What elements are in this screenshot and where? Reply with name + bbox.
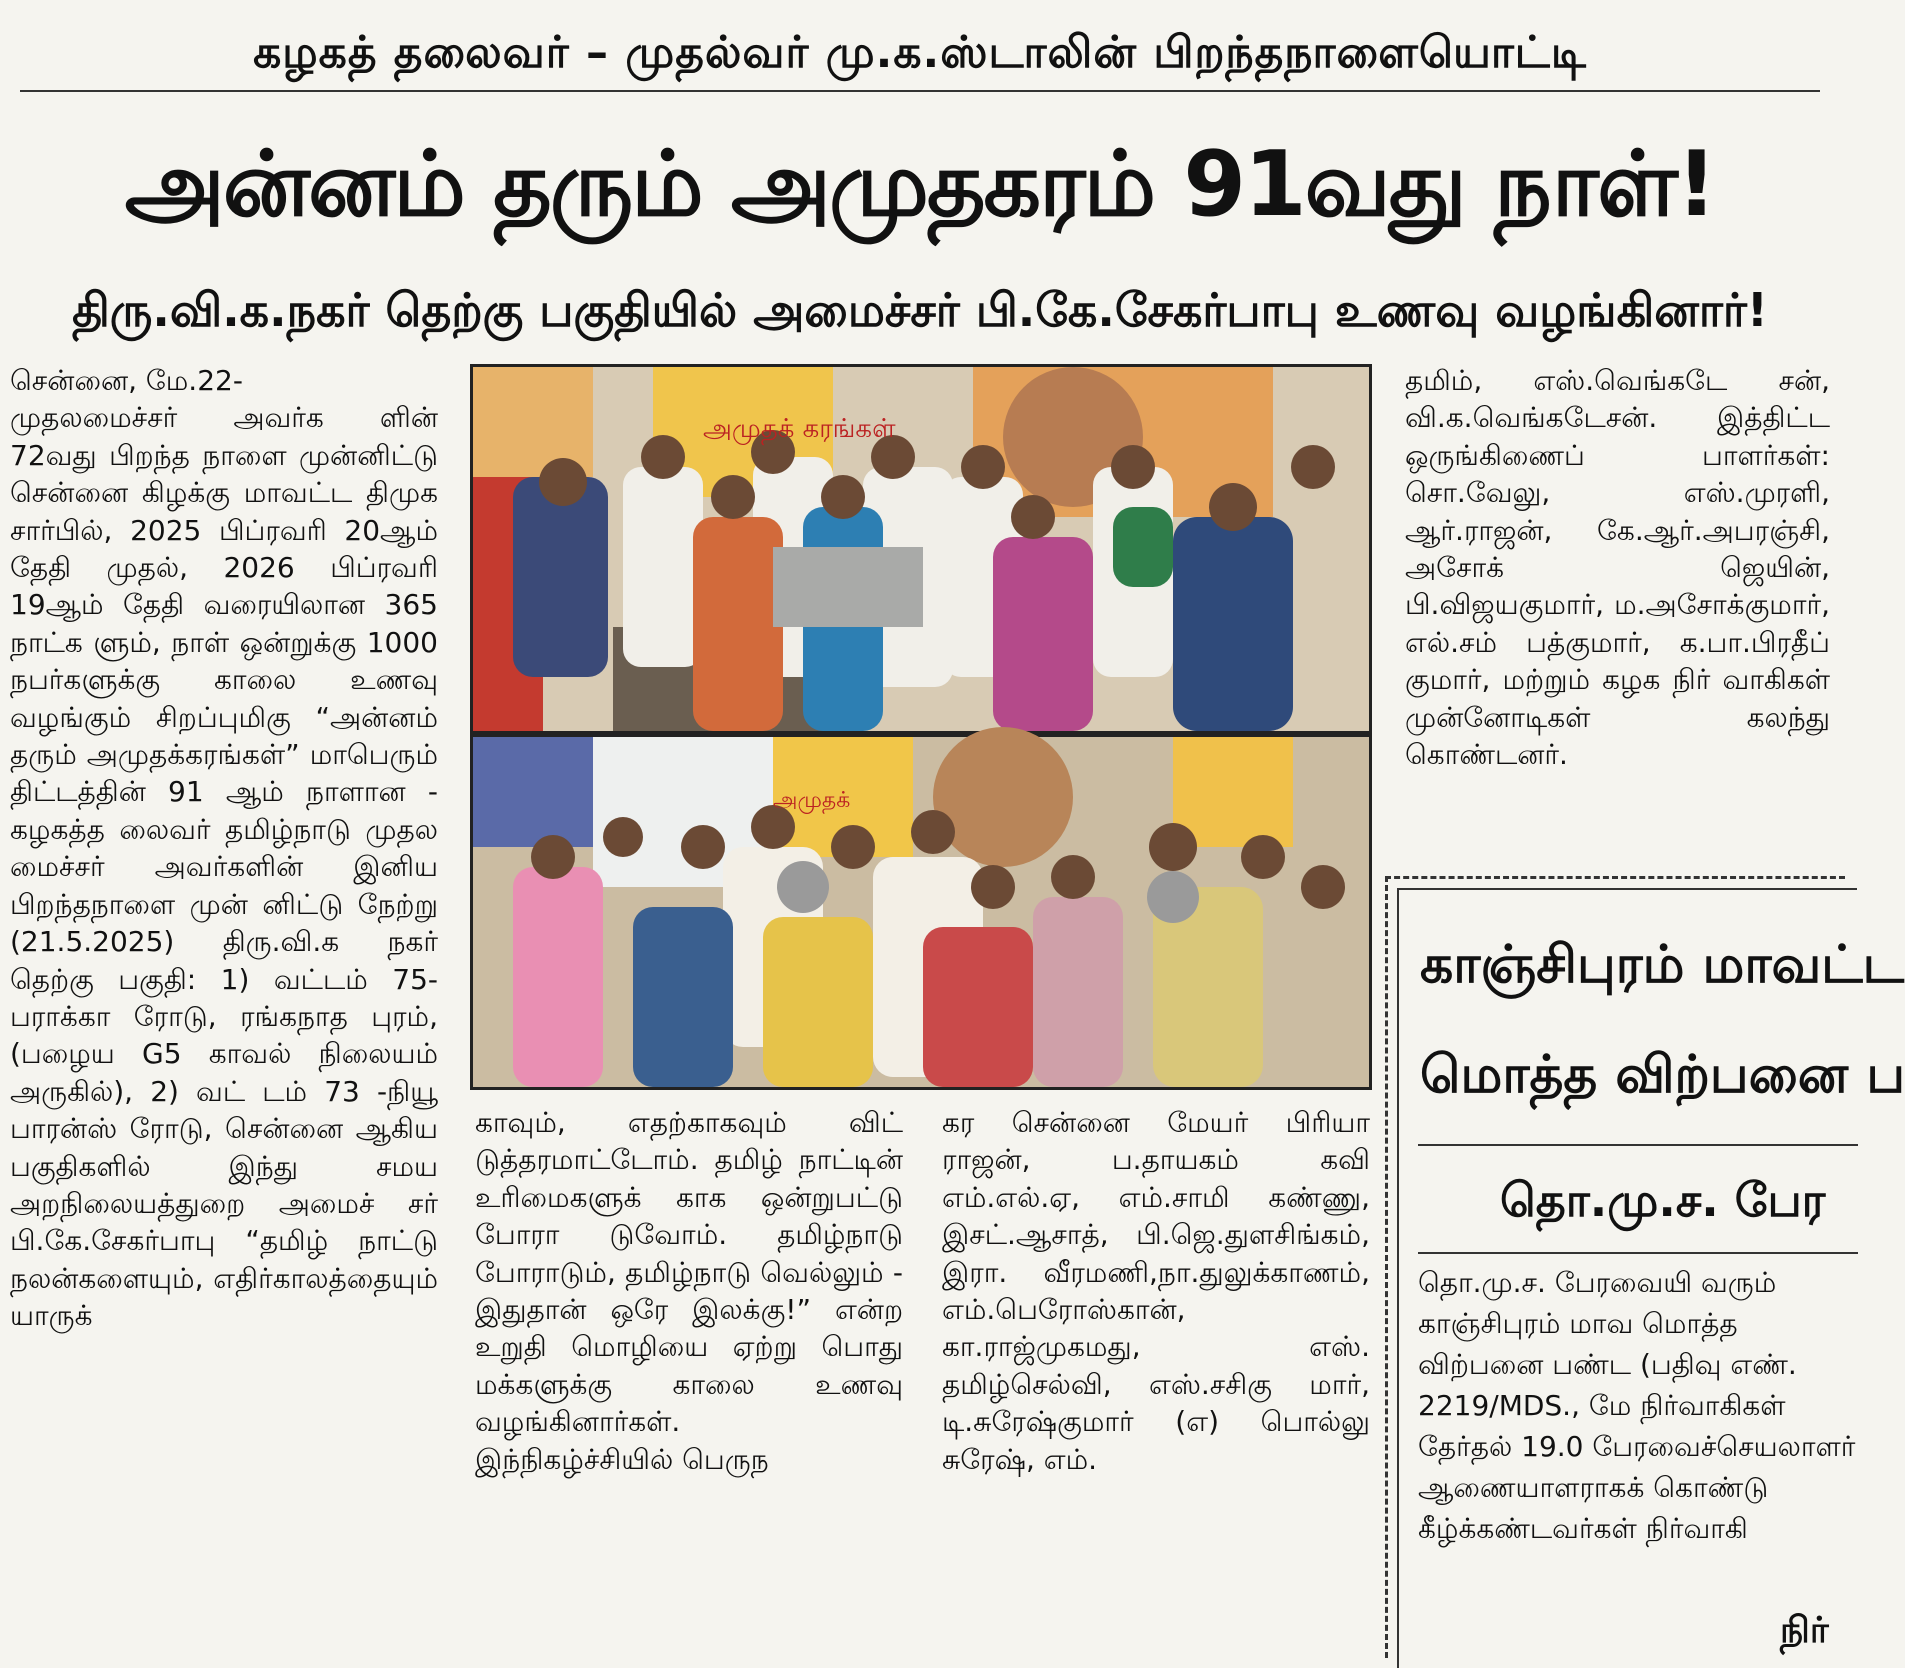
subheadline: திரு.வி.க.நகர் தெற்கு பகுதியில் அமைச்சர் பி.கே.சேகர்பாபு உணவு வழங்கினார்! <box>72 283 1768 337</box>
article-column-left: சென்னை, மே.22- முதலமைச்சர் அவர்க ளின் 72வது பிறந்த நாளை முன்னிட்டு சென்னை கிழக்கு மாவட்ட திமுக சார்பில், 2025 பிப்ரவரி 20ஆம் தேதி முதல், 2026 பிப்ரவரி 19ஆம் தேதி வரையிலான 365 நாட்க ளும், நாள் ஒன்றுக்கு 1000 நபர்களுக்கு காலை உணவு வழங்கும் சிறப்புமிகு “அன்னம் தரும் அமுதக்கரங்கள்” மாபெரும் திட்டத்தின் 91 ஆம் நாளான - கழகத்த லைவர் தமிழ்நாடு முதல மைச்சர் அவர்களின் இனிய பிறந்தநாளை முன் னிட்டு நேற்று (21.5.2025) திரு.வி.க நகர் தெற்கு பகுதி: 1) வட்டம் 75- பராக்கா ரோடு, ரங்கநாத புரம், (பழைய G5 காவல் நிலையம் அருகில்), 2) வட் டம் 73 -நியூ பாரன்ஸ் ரோடு, சென்னை ஆகிய பகுதிகளில் இந்து சமய அறநிலையத்துறை அமைச் சர் பி.கே.சேகர்பாபு “தமிழ் நாட்டு நலன்களையும், எதிர்காலத்தையும் யாருக் <box>10 364 438 1333</box>
banner-text: அமுதக் <box>773 788 851 813</box>
divider <box>1418 1252 1858 1254</box>
article-column-middle-1: காவும், எதற்காகவும் விட் டுத்தரமாட்டோம். தமிழ் நாட்டின் உரிமைகளுக் காக ஒன்றுபட்டு போரா டுவோம். தமிழ்நாடு போராடும், தமிழ்நாடு வெல்லும் - இதுதான் ஒரே இலக்கு!” என்ற உறுதி மொழியை ஏற்று பொது மக்களுக்கு காலை உணவு வழங்கினார்கள். இந்நிகழ்ச்சியில் பெருந <box>475 1106 903 1476</box>
side-story-text: தொ.மு.ச. பேரவையி வரும் காஞ்சிபுரம் மாவ மொத்த விற்பனை பண்ட (பதிவு எண். 2219/MDS., மே நிர்வாகிகள் தேர்தல் 19.0 பேரவைச்செயலாளர் ஆணையாளராகக் கொண்டு கீழ்க்கண்டவர்கள் நிர்வாகி <box>1418 1266 1856 1545</box>
side-story-heading-3: தொ.மு.ச. பேர <box>1500 1173 1826 1227</box>
divider <box>1418 1144 1858 1146</box>
article-column-middle-2: கர சென்னை மேயர் பிரியா ராஜன், ப.தாயகம் கவி எம்.எல்.ஏ, எம்.சாமி கண்ணு, இசட்.ஆசாத், பி.ஜெ.துளசிங்கம், இரா. வீரமணி,நா.துலுக்காணம், எம்.பெரோஸ்கான், கா.ராஜ்முகமது, எஸ். தமிழ்செல்வி, எஸ்.சசிகு மார், டி.சுரேஷ்குமார் (எ) பொல்லு சுரேஷ், எம். <box>942 1106 1370 1476</box>
headline: அன்னம் தரும் அமுதகரம் 91வது நாள்! <box>124 132 1716 237</box>
photo-food-distribution-top <box>470 364 1372 734</box>
banner-text: அமுதக் கரங்கள் <box>703 414 896 444</box>
side-story-tail: நிர் <box>1780 1610 1829 1651</box>
side-story-heading-2: மொத்த விற்பனை ப <box>1420 1045 1905 1105</box>
photo-food-distribution-bottom <box>470 734 1372 1090</box>
article-column-right: தமிம், எஸ்.வெங்கடே சன், வி.க.வெங்கடேசன். இத்திட்ட ஒருங்கிணைப் பாளர்கள்: சொ.வேலு, எஸ்.முரளி, ஆர்.ராஜன், கே.ஆர்.அபரஞ்சி, அசோக் ஜெயின், பி.விஜயகுமார், ம.அசோக்குமார், எல்.சம் பத்குமார், க.பா.பிரதீப் குமார், மற்றும் கழக நிர் வாகிகள் முன்னோடிகள் கலந்து கொண்டனர். <box>1405 364 1830 772</box>
side-story-heading-1: காஞ்சிபுரம் மாவட்ட <box>1420 935 1905 995</box>
kicker-line: கழகத் தலைவர் – முதல்வர் மு.க.ஸ்டாலின் பிறந்தநாளையொட்டி <box>20 14 1820 92</box>
